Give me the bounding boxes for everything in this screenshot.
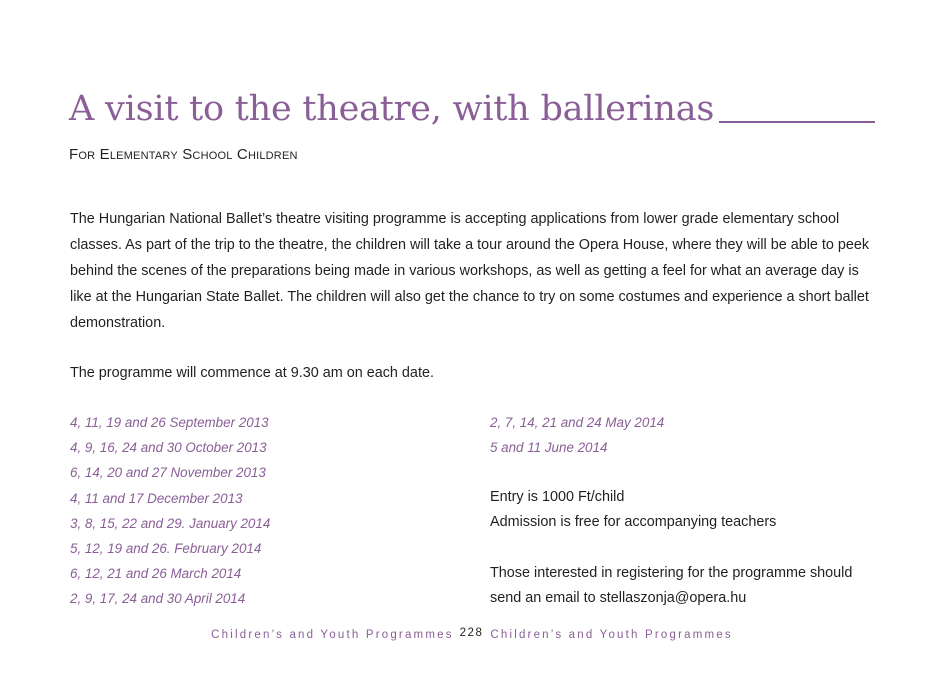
entry-fee-text: Entry is 1000 Ft/child <box>490 489 625 505</box>
teachers-note-text: Admission is free for accompanying teachers <box>490 514 777 531</box>
dates-list-right <box>490 410 664 460</box>
date-item: 5 and 11 June 2014 <box>490 440 608 456</box>
registration-text: Those interested in registering for the programme should <box>490 565 853 581</box>
intro-paragraph: The Hungarian National Ballet’s theatre visiting programme is accepting applications from lower grade elementary school classes. As part of the trip to the theatre, the children will take a tour around the Opera House, where they will be able to peek behind the scenes of the preparations being made in various workshops, as well as getting a feel for what an average day is like at the Hungarian State Ballet. The children will also get the chance to try on some costumes and experience a short ballet demonstration. <box>70 211 870 331</box>
dates-list-left <box>70 410 270 612</box>
date-item: 2, 7, 14, 21 and 24 May 2014 <box>490 415 665 430</box>
footer-section-left: Children’s and Youth Programmes <box>211 629 454 641</box>
date-item: 4, 11, 19 and 26 September 2013 <box>70 415 269 430</box>
date-item: 6, 12, 21 and 26 March 2014 <box>70 566 242 582</box>
registration-block <box>490 561 852 611</box>
registration-email-text: send an email to stellaszonja@opera.hu <box>490 590 747 607</box>
date-item: 3, 8, 15, 22 and 29. January 2014 <box>70 515 271 531</box>
title-rule <box>719 121 875 123</box>
start-time-text: The programme will commence at 9.30 am on each date. <box>70 365 434 381</box>
page-footer <box>0 626 944 644</box>
title-row <box>69 89 875 129</box>
date-item: 2, 9, 17, 24 and 30 April 2014 <box>70 591 246 607</box>
page-title: A visit to the theatre, with ballerinas <box>69 89 715 129</box>
date-item: 4, 9, 16, 24 and 30 October 2013 <box>70 440 267 456</box>
footer-section-right: Children’s and Youth Programmes <box>490 629 733 641</box>
fees-block <box>490 485 776 535</box>
date-item: 6, 14, 20 and 27 November 2013 <box>70 465 266 481</box>
date-item: 5, 12, 19 and 26. February 2014 <box>70 541 262 557</box>
page-subtitle: For Elementary School Children <box>69 146 298 163</box>
page-number: 228 <box>459 627 484 639</box>
date-item: 4, 11 and 17 December 2013 <box>70 490 243 506</box>
